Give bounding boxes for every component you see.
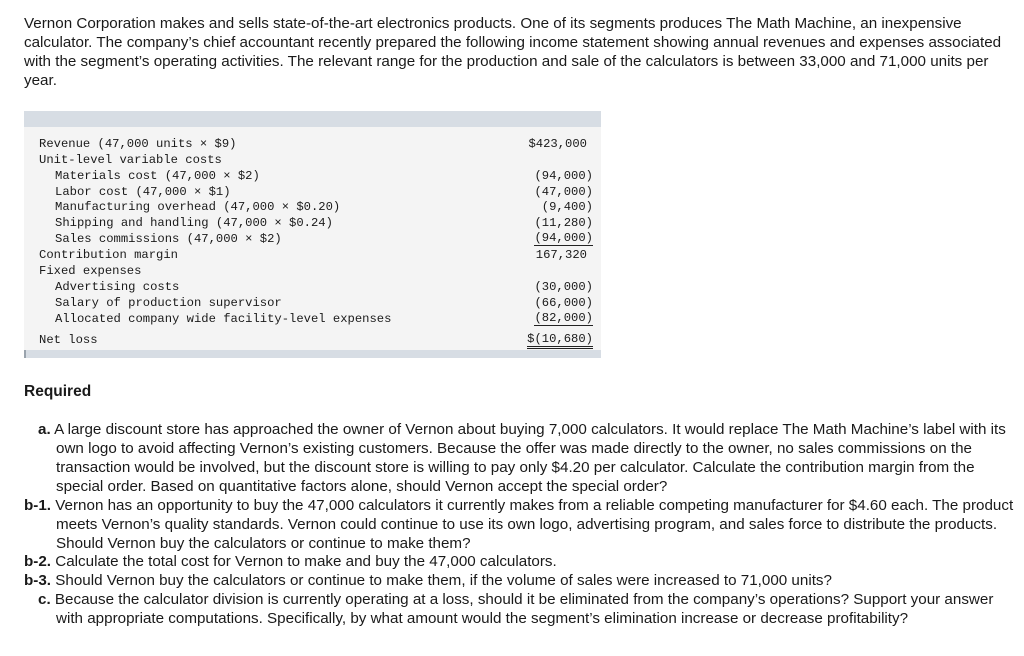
row-label: Labor cost (47,000 × $1) (55, 185, 231, 199)
row-amount: (9,400) (541, 200, 593, 214)
overhead-row (24, 199, 601, 215)
question-tag: b-2. (24, 553, 52, 570)
row-label: Unit-level variable costs (39, 153, 222, 167)
question-tag: b-1. (24, 497, 52, 514)
row-label: Net loss (39, 333, 98, 347)
required-heading: Required (24, 383, 92, 400)
question-tag: b-3. (24, 572, 52, 589)
commissions-row (24, 231, 601, 247)
row-amount: (94,000) (534, 169, 593, 183)
question-text: Should Vernon buy the calculators or continue to make them, if the volume of sales were increased to 71,000 units? (55, 572, 832, 589)
materials-row (24, 168, 601, 184)
question-text: Because the calculator division is currently operating at a loss, should it be eliminated from the company’s operations? Support your answer with appropriate computations. Specifically, by what amount would the segment’s elimination increase or decrease profitability? (54, 591, 994, 627)
question-c (38, 590, 1011, 628)
row-amount: (30,000) (534, 280, 593, 294)
revenue-row (24, 136, 601, 152)
row-label: Salary of production supervisor (55, 296, 282, 310)
question-b3 (24, 571, 1024, 590)
income-statement (24, 111, 601, 359)
net-loss-row (24, 332, 601, 348)
row-amount: (11,280) (534, 216, 593, 230)
problem-intro: Vernon Corporation makes and sells state-of-the-art electronics products. One of its segments produces The Math Machine, an inexpensive calculator. The company’s chief accountant recently prepared the following income statement showing annual revenues and expenses associated with the segment’s operating activities. The relevant range for the production and sale of the calculators is between 33,000 and 71,000 units per year. (24, 15, 1002, 89)
advertising-row (24, 279, 601, 295)
table-body (24, 127, 601, 350)
table-footer-bar (24, 350, 601, 358)
question-b2 (24, 552, 1024, 571)
row-label: Sales commissions (47,000 × $2) (55, 232, 282, 246)
table-header-bar (24, 111, 601, 127)
question-b1 (24, 496, 1024, 553)
shipping-row (24, 215, 601, 231)
row-label: Fixed expenses (39, 264, 142, 278)
row-amount: (47,000) (534, 185, 593, 199)
row-amount: 167,320 (535, 248, 587, 262)
row-label: Manufacturing overhead (47,000 × $0.20) (55, 200, 341, 214)
question-a (38, 420, 1021, 496)
question-text: A large discount store has approached the owner of Vernon about buying 7,000 calculators. It would replace The Math Machine’s label with its own logo to avoid affecting Vernon’s existing customers. Because the offer was made directly to the owner, no sales commissions on the transaction would be involved, but the discount store is willing to pay only $4.20 per calculator. Calculate the contribution margin from the special order. Based on quantitative factors alone, should Vernon accept the special order? (54, 421, 1006, 495)
row-label: Allocated company wide facility-level expenses (55, 312, 392, 326)
question-text: Calculate the total cost for Vernon to make and buy the 47,000 calculators. (55, 553, 557, 570)
salary-row (24, 295, 601, 311)
row-amount: $423,000 (528, 137, 587, 151)
fixed-expenses-row (24, 263, 601, 279)
row-amount: (82,000) (534, 311, 593, 325)
unit-costs-row (24, 152, 601, 168)
row-amount: (66,000) (534, 296, 593, 310)
question-text: Vernon has an opportunity to buy the 47,000 calculators it currently makes from a reliable competing manufacturer for $4.60 each. The product meets Vernon’s quality standards. Vernon could continue to use its own logo, advertising program, and sales force to distribute the products. Should Vernon buy the calculators or continue to make them? (55, 497, 1014, 552)
row-label: Shipping and handling (47,000 × $0.24) (55, 216, 333, 230)
row-amount: (94,000) (534, 231, 593, 245)
row-label: Advertising costs (55, 280, 180, 294)
allocated-row (24, 311, 601, 327)
question-tag: a. (38, 421, 51, 438)
contribution-margin-row (24, 247, 601, 263)
row-amount: $(10,680) (527, 332, 593, 349)
row-label: Contribution margin (39, 248, 178, 262)
question-tag: c. (38, 591, 51, 608)
row-label: Revenue (47,000 units × $9) (39, 137, 237, 151)
row-label: Materials cost (47,000 × $2) (55, 169, 260, 183)
labor-row (24, 184, 601, 200)
